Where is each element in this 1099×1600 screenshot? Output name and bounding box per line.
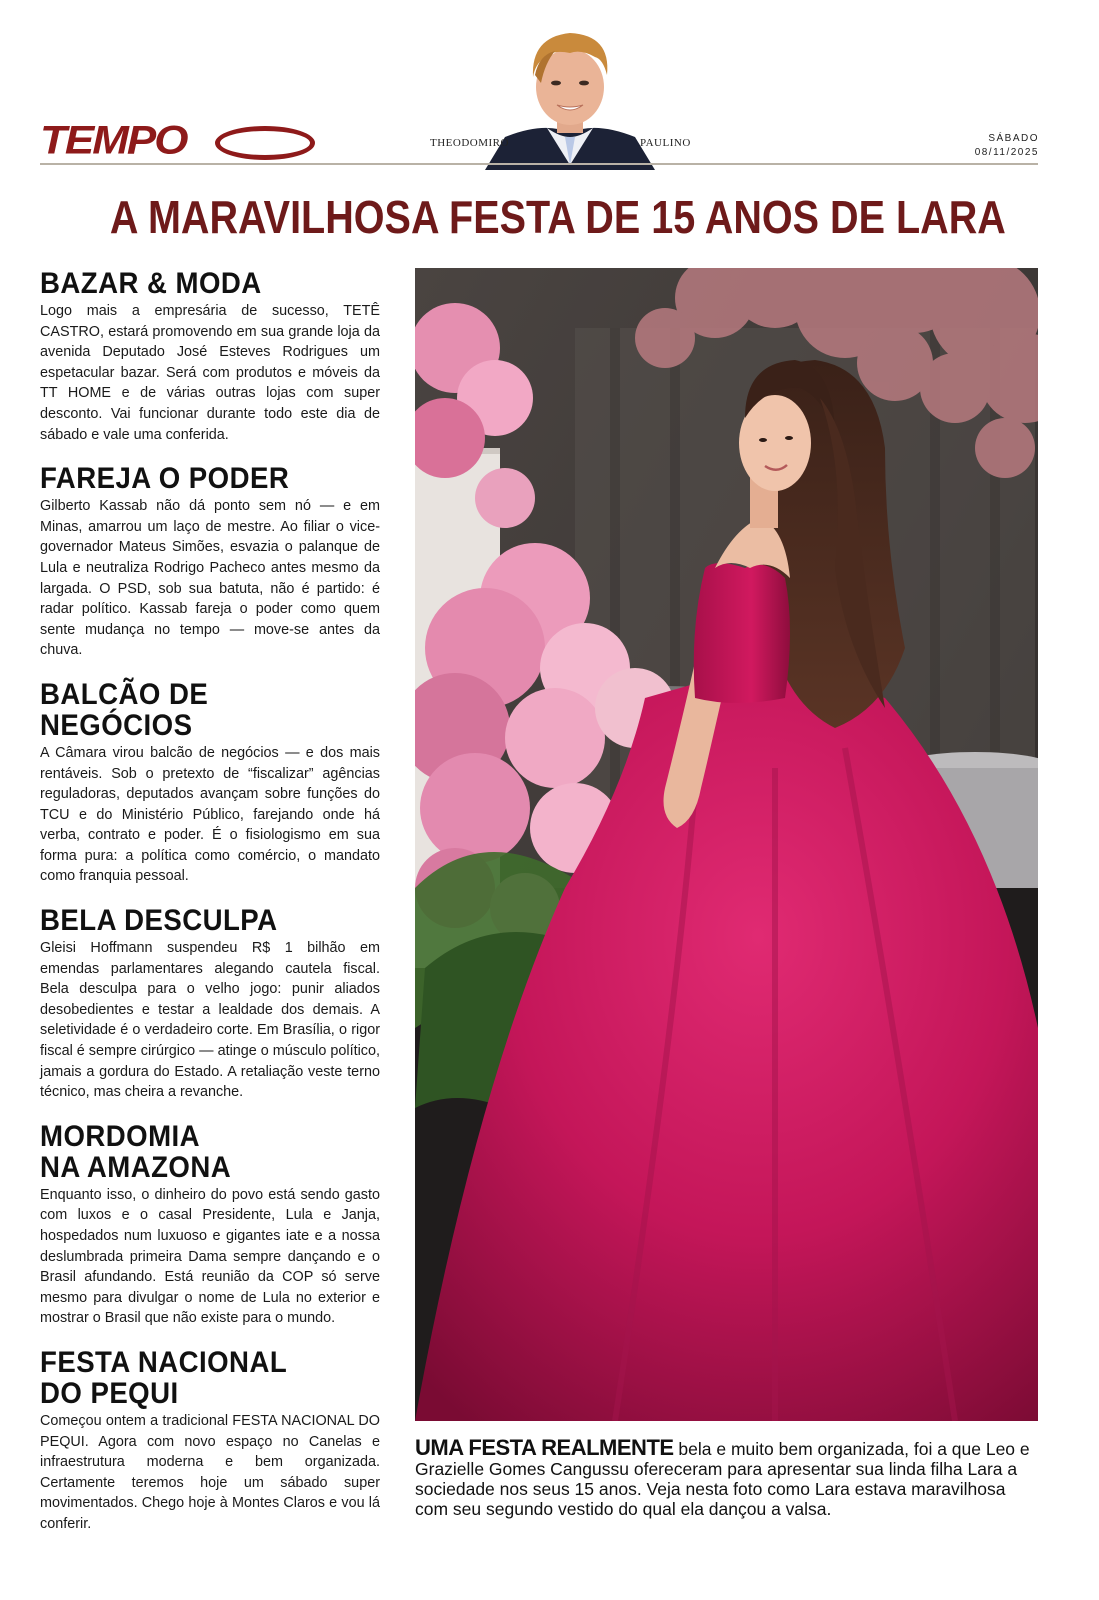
article-title-line: NA AMAZONA [40, 1150, 232, 1184]
columnist-portrait [485, 25, 655, 170]
article-body: Logo mais a empresária de sucesso, TETÊ CASTRO, estará promovendo em sua grande loja da avenida Deputado José Esteves Rodrigues um espetacular bazar. Será com produtos e móveis da TT HOME e de várias outras lojas com super desconto. Vai funcionar durante todo este dia de sábado e vale uma conferida. [40, 303, 380, 443]
article-mordomia-amazona [40, 1121, 380, 1329]
photo-caption [415, 1435, 1038, 1519]
header-divider [40, 163, 1038, 165]
article-fareja-poder [40, 463, 380, 661]
party-photo [415, 268, 1038, 1421]
article-title [40, 1347, 353, 1409]
article-bazar-moda [40, 268, 380, 445]
party-photo-illustration [415, 268, 1038, 1421]
article-body: Enquanto isso, o dinheiro do povo está sendo gasto com luxos e o casal Presidente, Lula e Janja, hospedados num luxuoso e gigantes iate e a nossa deslumbrada primeira Dama sempre dançando e o Brasil afundando. Está reunião da COP só serve mesmo para divulgar o nome de Lula no exterior e mostrar o Brasil que não existe para o mundo. [40, 1186, 380, 1327]
article-title: FAREJA O PODER [40, 462, 290, 496]
logo-ring-shape [215, 126, 315, 160]
article-title-line: FESTA NACIONAL [40, 1345, 288, 1379]
logo-text: TEMPO [40, 118, 187, 163]
article-title-line: MORDOMIA [40, 1119, 201, 1153]
news-column [40, 268, 380, 1553]
article-title-line: DO PEQUI [40, 1376, 179, 1410]
article-title: BELA DESCULPA [40, 904, 278, 938]
caption-lead: UMA FESTA REALMENTE [415, 1435, 674, 1460]
article-title: BALCÃO DE NEGÓCIOS [40, 677, 209, 742]
edition-day: SÁBADO [988, 133, 1039, 144]
edition-date [975, 132, 1039, 160]
caption-text: bela e muito bem organizada, foi a que Leo e Grazielle Gomes Cangussu ofereceram para apresentar sua linda filha Lara a sociedade nos seus 15 anos. Veja nesta foto como Lara estava maravilhosa com seu segundo vestido do qual ela dançou a valsa. [415, 1439, 1030, 1519]
columnist-last-name: PAULINO [640, 137, 691, 149]
columnist-first-name: THEODOMIRO [430, 137, 509, 149]
columnist-portrait-drawing [485, 25, 655, 170]
article-bela-desculpa [40, 905, 380, 1103]
article-body: Gleisi Hoffmann suspendeu R$ 1 bilhão em emendas parlamentares alegando cautela fiscal. Bela desculpa para o velho jogo: punir aliados desobedientes e testar a lealdade dos demais. A seletividade é o verdadeiro corte. Em Brasília, o rigor fiscal é sempre cirúrgico — atinge o músculo político, jamais a gordura do Estado. A retaliação veste terno técnico, mas cheira a revanche. [40, 940, 380, 1101]
article-title: BAZAR & MODA [40, 267, 262, 300]
article-body: Gilberto Kassab não dá ponto sem nó — e em Minas, amarrou um laço de mestre. Ao filiar o vice-governador Mateus Simões, esvazia o palanque de Lula e neutraliza Rodrigo Pacheco antes mesmo da largada. O PSD, sob sua batuta, não é partido: é radar político. Kassab fareja o poder como quem sente mudança no tempo — move-se antes da chuva. [40, 498, 380, 659]
article-title [40, 1121, 353, 1183]
page-headline: A MARAVILHOSA FESTA DE 15 ANOS DE LARA [109, 191, 1006, 243]
edition-date-value: 08/11/2025 [974, 147, 1039, 158]
article-festa-pequi [40, 1347, 380, 1535]
tempo-logo [40, 118, 280, 164]
article-body: A Câmara virou balcão de negócios — e dos mais rentáveis. Sob o pretexto de “fiscalizar” agências reguladoras, deputados avançam sobre funções do TCU e do Ministério Público, farejando onde há verba, contrato e poder. É o fisiologismo em sua forma pura: a política como comércio, o mandato como franquia pessoal. [40, 744, 380, 885]
article-body: Começou ontem a tradicional FESTA NACIONAL DO PEQUI. Agora com novo espaço no Canelas e infraestrutura moderna e bem organizada. Certamente teremos hoje um sábado super movimentados. Chego hoje à Montes Claros e vou lá conferir. [40, 1412, 380, 1532]
article-balcao-negocios [40, 679, 380, 887]
